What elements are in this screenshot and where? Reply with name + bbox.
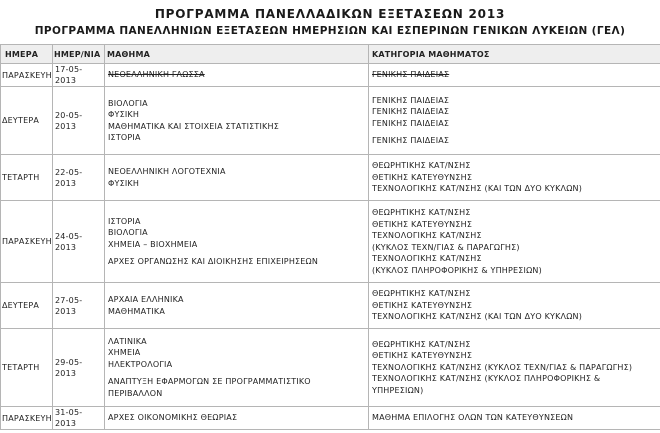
header-category: ΚΑΤΗΓΟΡΙΑ ΜΑΘΗΜΑΤΟΣ bbox=[369, 45, 660, 64]
subject-name: ΑΡΧΕΣ ΟΙΚΟΝΟΜΙΚΗΣ ΘΕΩΡΙΑΣ bbox=[108, 413, 238, 423]
table-header-row bbox=[1, 45, 660, 64]
subject-name: ΗΛΕΚΤΡΟΛΟΓΙΑ bbox=[108, 359, 173, 369]
subject-cell bbox=[105, 201, 369, 283]
subject-name: ΒΙΟΛΟΓΙΑ bbox=[108, 98, 148, 108]
category-cell bbox=[369, 201, 660, 283]
date-line: 17-05- bbox=[55, 65, 83, 74]
category-cell bbox=[369, 329, 660, 407]
category-name: ΤΕΧΝΟΛΟΓΙΚΗΣ ΚΑΤ/ΝΣΗΣ (ΚΥΚΛΟΣ ΠΛΗΡΟΦΟΡΙΚΗΣ & bbox=[372, 374, 601, 384]
day-cell: ΠΑΡΑΣΚΕΥΗ bbox=[1, 201, 53, 283]
page-subtitle: ΠΡΟΓΡΑΜΜΑ ΠΑΝΕΛΛΗΝΙΩΝ ΕΞΕΤΑΣΕΩΝ ΗΜΕΡΗΣΙΩΝ ΚΑΙ ΕΣΠΕΡΙΝΩΝ ΓΕΝΙΚΩΝ ΛΥΚΕΙΩΝ (ΓΕΛ) bbox=[34, 25, 626, 37]
subject-name: ΝΕΟΕΛΛΗΝΙΚΗ ΛΟΓΟΤΕΧΝΙΑ bbox=[108, 167, 226, 176]
day-cell: ΠΑΡΑΣΚΕΥΗ bbox=[1, 64, 53, 87]
date-line: 2013 bbox=[55, 419, 77, 428]
category-name: ΤΕΧΝΟΛΟΓΙΚΗΣ ΚΑΤ/ΝΣΗΣ (ΚΑΙ ΤΩΝ ΔΥΟ ΚΥΚΛΩΝ) bbox=[372, 184, 583, 194]
date-line: 27-05- bbox=[55, 295, 83, 305]
category-name: ΓΕΝΙΚΗΣ ΠΑΙΔΕΙΑΣ bbox=[372, 118, 450, 128]
category-name: ΓΕΝΙΚΗΣ ΠΑΙΔΕΙΑΣ bbox=[372, 70, 450, 80]
header-date: ΗΜΕΡ/ΝΙΑ bbox=[53, 45, 105, 64]
subject-name: ΧΗΜΕΙΑ bbox=[108, 348, 141, 358]
subject-name: ΝΕΟΕΛΛΗΝΙΚΗ ΓΛΩΣΣΑ bbox=[108, 70, 205, 80]
category-name: ΓΕΝΙΚΗΣ ΠΑΙΔΕΙΑΣ bbox=[372, 136, 450, 145]
table-row bbox=[1, 155, 660, 201]
category-name: ΘΕΤΙΚΗΣ ΚΑΤΕΥΘΥΝΣΗΣ bbox=[372, 351, 473, 361]
date-line: 2013 bbox=[55, 76, 77, 85]
date-line: 2013 bbox=[55, 368, 77, 378]
table-row bbox=[1, 407, 660, 430]
category-name: ΥΠΗΡΕΣΙΩΝ) bbox=[372, 385, 424, 395]
subject-name: ΜΑΘΗΜΑΤΙΚΑ ΚΑΙ ΣΤΟΙΧΕΙΑ ΣΤΑΤΙΣΤΙΚΗΣ bbox=[108, 121, 279, 131]
date-cell bbox=[53, 329, 105, 407]
category-name: ΘΕΩΡΗΤΙΚΗΣ ΚΑΤ/ΝΣΗΣ bbox=[372, 208, 471, 217]
day-cell: ΤΕΤΑΡΤΗ bbox=[1, 329, 53, 407]
subject-name: ΑΡΧΕΣ ΟΡΓΑΝΩΣΗΣ ΚΑΙ ΔΙΟΙΚΗΣΗΣ ΕΠΙΧΕΙΡΗΣΕΩΝ bbox=[108, 257, 319, 266]
subject-name: ΦΥΣΙΚΗ bbox=[108, 110, 140, 119]
date-line: 2013 bbox=[55, 178, 77, 188]
date-cell bbox=[53, 87, 105, 155]
subject-cell bbox=[105, 407, 369, 430]
category-name: ΓΕΝΙΚΗΣ ΠΑΙΔΕΙΑΣ bbox=[372, 95, 450, 105]
date-line: 20-05- bbox=[55, 110, 83, 120]
subject-name: ΛΑΤΙΝΙΚΑ bbox=[108, 336, 147, 346]
subject-name: ΦΥΣΙΚΗ bbox=[108, 178, 140, 188]
date-line: 2013 bbox=[55, 306, 77, 316]
header-subject: ΜΑΘΗΜΑ bbox=[105, 45, 369, 64]
table-row bbox=[1, 64, 660, 87]
day-cell: ΔΕΥΤΕΡΑ bbox=[1, 283, 53, 329]
category-name: ΜΑΘΗΜΑ ΕΠΙΛΟΓΗΣ ΟΛΩΝ ΤΩΝ ΚΑΤΕΥΘΥΝΣΕΩΝ bbox=[372, 413, 574, 423]
subject-cell bbox=[105, 155, 369, 201]
subject-cell bbox=[105, 87, 369, 155]
category-cell bbox=[369, 87, 660, 155]
category-name: ΘΕΤΙΚΗΣ ΚΑΤΕΥΘΥΝΣΗΣ bbox=[372, 300, 473, 310]
category-name: ΤΕΧΝΟΛΟΓΙΚΗΣ ΚΑΤ/ΝΣΗΣ bbox=[372, 231, 482, 240]
date-line: 24-05- bbox=[55, 231, 83, 241]
date-line: 29-05- bbox=[55, 357, 83, 367]
category-cell bbox=[369, 64, 660, 87]
date-line: 31-05- bbox=[55, 408, 83, 417]
date-cell bbox=[53, 407, 105, 430]
day-cell: ΔΕΥΤΕΡΑ bbox=[1, 87, 53, 155]
day-cell: ΤΕΤΑΡΤΗ bbox=[1, 155, 53, 201]
subject-name: ΠΕΡΙΒΑΛΛΟΝ bbox=[108, 388, 163, 398]
date-cell bbox=[53, 64, 105, 87]
category-name: ΘΕΤΙΚΗΣ ΚΑΤΕΥΘΥΝΣΗΣ bbox=[372, 219, 473, 229]
subject-cell bbox=[105, 64, 369, 87]
subject-name: ΙΣΤΟΡΙΑ bbox=[108, 216, 141, 226]
category-cell bbox=[369, 407, 660, 430]
subject-name: ΑΝΑΠΤΥΞΗ ΕΦΑΡΜΟΓΩΝ ΣΕ ΠΡΟΓΡΑΜΜΑΤΙΣΤΙΚΟ bbox=[108, 377, 311, 387]
table-row bbox=[1, 87, 660, 155]
exam-schedule-table bbox=[0, 44, 660, 430]
category-name: ΘΕΩΡΗΤΙΚΗΣ ΚΑΤ/ΝΣΗΣ bbox=[372, 161, 471, 171]
date-cell bbox=[53, 201, 105, 283]
header-day: ΗΜΕΡΑ bbox=[1, 45, 53, 64]
date-cell bbox=[53, 283, 105, 329]
category-name: (ΚΥΚΛΟΣ ΤΕΧΝ/ΓΙΑΣ & ΠΑΡΑΓΩΓΗΣ) bbox=[372, 242, 520, 252]
subject-name: ΑΡΧΑΙΑ ΕΛΛΗΝΙΚΑ bbox=[108, 295, 184, 304]
category-name: ΤΕΧΝΟΛΟΓΙΚΗΣ ΚΑΤ/ΝΣΗΣ (ΚΑΙ ΤΩΝ ΔΥΟ ΚΥΚΛΩΝ) bbox=[372, 312, 583, 322]
category-name: ΘΕΤΙΚΗΣ ΚΑΤΕΥΘΥΝΣΗΣ bbox=[372, 172, 473, 182]
page-header bbox=[0, 0, 660, 39]
subject-cell bbox=[105, 329, 369, 407]
date-line: 2013 bbox=[55, 242, 77, 252]
category-cell bbox=[369, 155, 660, 201]
table-body bbox=[1, 64, 660, 430]
subject-name: ΧΗΜΕΙΑ – ΒΙΟΧΗΜΕΙΑ bbox=[108, 239, 198, 249]
category-name: (ΚΥΚΛΟΣ ΠΛΗΡΟΦΟΡΙΚΗΣ & ΥΠΗΡΕΣΙΩΝ) bbox=[372, 265, 542, 275]
category-name: ΤΕΧΝΟΛΟΓΙΚΗΣ ΚΑΤ/ΝΣΗΣ (ΚΥΚΛΟΣ ΤΕΧΝ/ΓΙΑΣ & ΠΑΡΑΓΩΓΗΣ) bbox=[372, 362, 633, 372]
subject-name: ΙΣΤΟΡΙΑ bbox=[108, 133, 141, 142]
date-line: 22-05- bbox=[55, 167, 83, 177]
category-name: ΤΕΧΝΟΛΟΓΙΚΗΣ ΚΑΤ/ΝΣΗΣ bbox=[372, 254, 482, 263]
category-name: ΘΕΩΡΗΤΙΚΗΣ ΚΑΤ/ΝΣΗΣ bbox=[372, 339, 471, 349]
table-row bbox=[1, 283, 660, 329]
subject-name: ΜΑΘΗΜΑΤΙΚΑ bbox=[108, 306, 166, 316]
page-title: ΠΡΟΓΡΑΜΜΑ ΠΑΝΕΛΛΑΔΙΚΩΝ ΕΞΕΤΑΣΕΩΝ 2013 bbox=[154, 7, 506, 21]
category-name: ΘΕΩΡΗΤΙΚΗΣ ΚΑΤ/ΝΣΗΣ bbox=[372, 289, 471, 299]
category-name: ΓΕΝΙΚΗΣ ΠΑΙΔΕΙΑΣ bbox=[372, 107, 450, 116]
table-row bbox=[1, 201, 660, 283]
subject-name: ΒΙΟΛΟΓΙΑ bbox=[108, 228, 148, 237]
table-row bbox=[1, 329, 660, 407]
day-cell: ΠΑΡΑΣΚΕΥΗ bbox=[1, 407, 53, 430]
date-cell bbox=[53, 155, 105, 201]
subject-cell bbox=[105, 283, 369, 329]
category-cell bbox=[369, 283, 660, 329]
date-line: 2013 bbox=[55, 121, 77, 131]
